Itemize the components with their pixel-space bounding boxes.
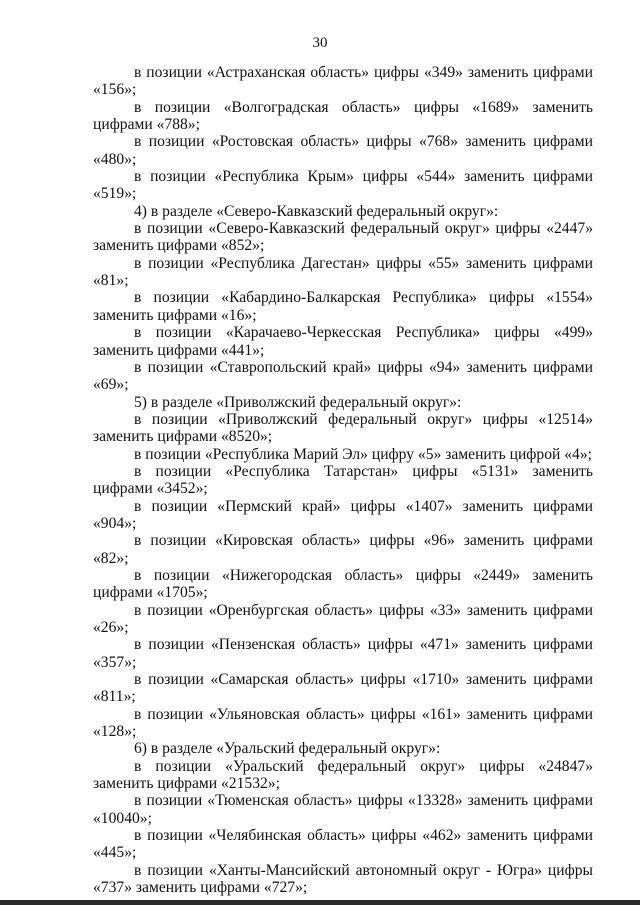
paragraph: в позиции «Республика Марий Эл» цифру «5» заменить цифрой «4»; bbox=[134, 445, 592, 463]
paragraph: в позиции «Ульяновская область» цифры «161» заменить цифрами «128»; bbox=[93, 705, 593, 741]
scan-bottom-edge bbox=[0, 900, 640, 905]
paragraph: в позиции «Республика Татарстан» цифры «5131» заменить цифрами «3452»; bbox=[93, 462, 593, 498]
document-body bbox=[93, 64, 593, 897]
paragraph: в позиции «Кировская область» цифры «96» заменить цифрами «82»; bbox=[93, 532, 593, 567]
section-heading: 6) в разделе «Уральский федеральный округ»: bbox=[134, 740, 441, 758]
paragraph: в позиции «Астраханская область» цифры «349» заменить цифрами «156»; bbox=[93, 64, 593, 99]
paragraph: в позиции «Нижегородская область» цифры «2449» заменить цифрами «1705»; bbox=[93, 566, 593, 602]
paragraph: в позиции «Республика Дагестан» цифры «55» заменить цифрами «81»; bbox=[93, 254, 593, 290]
paragraph: в позиции «Пензенская область» цифры «471» заменить цифрами «357»; bbox=[93, 636, 593, 671]
paragraph: в позиции «Кабардино-Балкарская Республика» цифры «1554» заменить цифрами «16»; bbox=[93, 289, 593, 324]
paragraph: в позиции «Карачаево-Черкесская Республика» цифры «499» заменить цифрами «441»; bbox=[93, 324, 593, 359]
paragraph: в позиции «Пермский край» цифры «1407» заменить цифрами «904»; bbox=[93, 497, 593, 532]
section-heading: 5) в разделе «Приволжский федеральный округ»: bbox=[134, 393, 462, 411]
paragraph: в позиции «Самарская область» цифры «1710» заменить цифрами «811»; bbox=[93, 671, 593, 706]
page-number: 30 bbox=[312, 35, 328, 51]
paragraph: в позиции «Северо-Кавказский федеральный округ» цифры «2447» заменить цифрами «852»; bbox=[93, 220, 593, 255]
section-heading: 4) в разделе «Северо-Кавказский федеральный округ»: bbox=[134, 202, 499, 220]
paragraph: в позиции «Челябинская область» цифры «462» заменить цифрами «445»; bbox=[93, 827, 593, 862]
paragraph: в позиции «Волгоградская область» цифры «1689» заменить цифрами «788»; bbox=[93, 98, 593, 134]
paragraph: в позиции «Оренбургская область» цифры «33» заменить цифрами «26»; bbox=[93, 601, 593, 636]
paragraph: в позиции «Тюменская область» цифры «13328» заменить цифрами «10040»; bbox=[93, 792, 593, 827]
paragraph: в позиции «Ростовская область» цифры «768» заменить цифрами «480»; bbox=[93, 133, 593, 168]
paragraph: в позиции «Приволжский федеральный округ» цифры «12514» заменить цифрами «8520»; bbox=[93, 410, 593, 446]
paragraph: в позиции «Ставропольский край» цифры «94» заменить цифрами «69»; bbox=[93, 358, 593, 394]
paragraph: в позиции «Республика Крым» цифры «544» заменить цифрами «519»; bbox=[93, 168, 593, 203]
paragraph: в позиции «Ханты-Мансийский автономный округ - Югра» цифры «737» заменить цифрами «727»; bbox=[93, 861, 593, 897]
paragraph: в позиции «Уральский федеральный округ» цифры «24847» заменить цифрами «21532»; bbox=[93, 757, 593, 793]
